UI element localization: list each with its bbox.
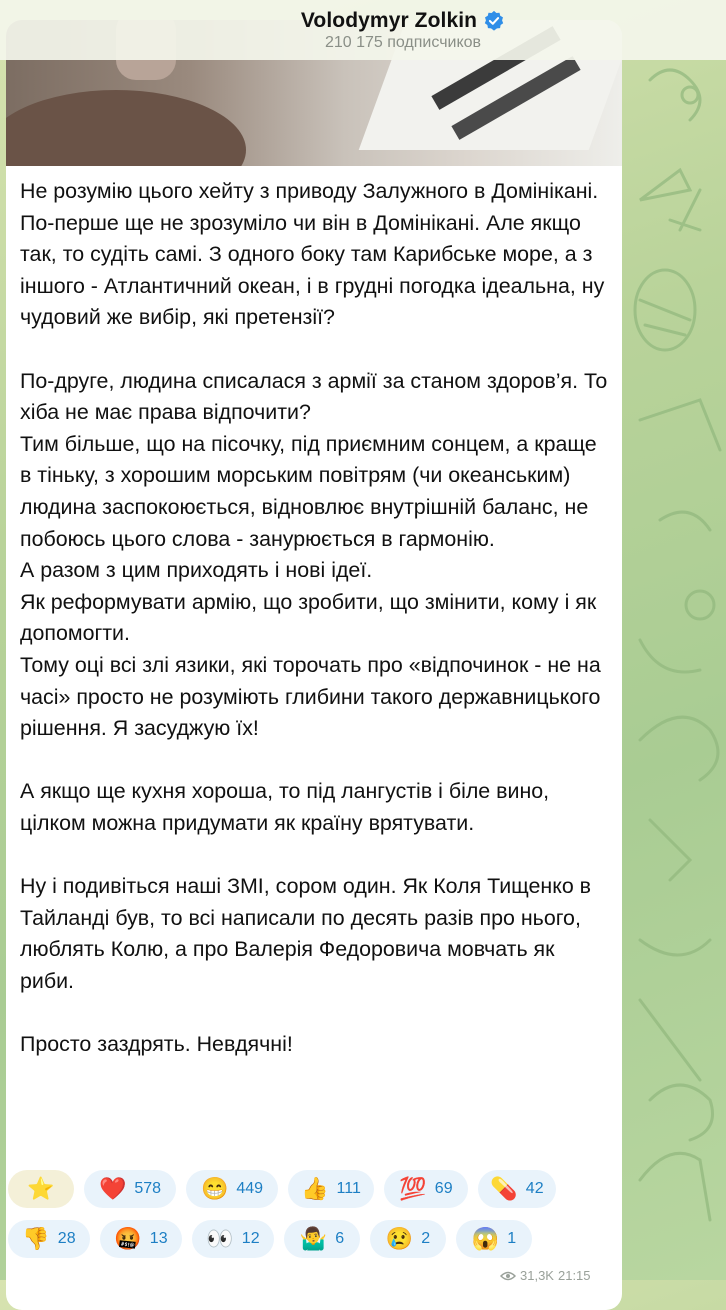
star-reaction-button[interactable] bbox=[8, 1170, 74, 1208]
reaction-count: 578 bbox=[134, 1180, 162, 1197]
views-count: 31,3K bbox=[520, 1268, 554, 1283]
crying-face-icon: 😢 bbox=[385, 1226, 414, 1251]
cursing-face-icon: 🤬 bbox=[114, 1226, 142, 1251]
shrug-icon: 🤷‍♂️ bbox=[299, 1226, 328, 1251]
crying-reaction-button[interactable] bbox=[370, 1220, 446, 1258]
channel-name: Volodymyr Zolkin bbox=[300, 8, 478, 32]
pill-reaction-button[interactable] bbox=[478, 1170, 556, 1208]
hundred-icon: 💯 bbox=[399, 1176, 427, 1201]
reaction-count: 1 bbox=[507, 1230, 517, 1247]
scream-reaction-button[interactable] bbox=[456, 1220, 532, 1258]
reaction-count: 13 bbox=[149, 1230, 168, 1247]
reaction-count: 42 bbox=[525, 1180, 544, 1197]
message-meta bbox=[500, 1268, 591, 1283]
message-time: 21:15 bbox=[557, 1268, 591, 1283]
reaction-count: 28 bbox=[57, 1230, 76, 1247]
eyes-reaction-button[interactable] bbox=[192, 1220, 274, 1258]
thumbs-down-icon: 👎 bbox=[22, 1226, 50, 1251]
reaction-count: 69 bbox=[434, 1180, 453, 1197]
channel-title-row bbox=[301, 9, 505, 33]
star-icon: ⭐ bbox=[27, 1176, 55, 1201]
reaction-count: 111 bbox=[336, 1180, 361, 1197]
thumbs-up-reaction-button[interactable] bbox=[288, 1170, 374, 1208]
reactions-row-1 bbox=[8, 1170, 556, 1208]
message-bubble[interactable] bbox=[6, 20, 622, 1310]
post-text: Не розумію цього хейту з приводу Залужного в Домінікані. По-перше ще не зрозуміло чи він в Домінікані. Але якщо так, то судіть самі. З одного боку там Карибське море, а з іншого - Атлантичний океан, і в грудні погодка ідеальна, ну чудовий же вибір, які претензії? По-друге, людина списалася з армії за станом здоров’я. То хіба не має права відпочити? Тим більше, що на пісочку, під приємним сонцем, а краще в тіньку, з хорошим морським повітрям (чи океанським) людина заспокоюється, відновлює внутрішній баланс, не побоюсь цього слова - занурюється в гармонію. А разом з цим приходять і нові ідеї. Як реформувати армію, що зробити, що змінити, кому і як допомогти. Тому оці всі злі язики, які торочать про «відпочинок - не на часі» просто не розуміють глибини такого державницького рішення. Я засуджую їх! А якщо ще кухня хороша, то під лангустів і біле вино, цілком можна придумати як країну врятувати. Ну і подивіться наші ЗМІ, сором один. Як Коля Тищенко в Тайланді був, то всі написали по десять разів про нього, люблять Колю, а про Валерія Федоровича мовчать як риби. Просто заздрять. Невдячні! bbox=[20, 179, 608, 1057]
reactions-row-2 bbox=[8, 1220, 532, 1258]
cursing-reaction-button[interactable] bbox=[100, 1220, 182, 1258]
channel-header[interactable] bbox=[0, 0, 726, 60]
scream-face-icon: 😱 bbox=[471, 1226, 500, 1251]
thumbs-down-reaction-button[interactable] bbox=[8, 1220, 90, 1258]
views-eye-icon bbox=[500, 1271, 516, 1281]
reaction-count: 2 bbox=[421, 1230, 431, 1247]
reaction-count: 6 bbox=[335, 1230, 345, 1247]
pill-icon: 💊 bbox=[490, 1176, 518, 1201]
grin-icon: 😁 bbox=[200, 1176, 229, 1201]
reaction-count: 449 bbox=[236, 1180, 264, 1197]
subscriber-count: 210 175 подписчиков bbox=[324, 33, 482, 51]
verified-badge-icon bbox=[483, 10, 505, 32]
grin-reaction-button[interactable] bbox=[186, 1170, 278, 1208]
hundred-reaction-button[interactable] bbox=[384, 1170, 468, 1208]
shrug-reaction-button[interactable] bbox=[284, 1220, 360, 1258]
reaction-count: 12 bbox=[241, 1230, 260, 1247]
heart-icon: ❤️ bbox=[98, 1176, 127, 1201]
eyes-icon: 👀 bbox=[206, 1226, 234, 1251]
thumbs-up-icon: 👍 bbox=[301, 1176, 329, 1201]
heart-reaction-button[interactable] bbox=[84, 1170, 176, 1208]
